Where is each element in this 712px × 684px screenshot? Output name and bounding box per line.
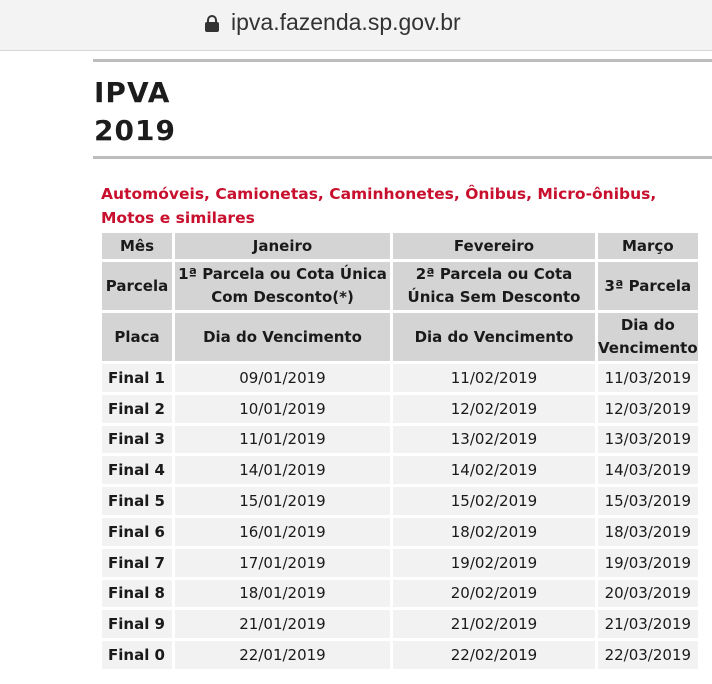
- date-cell-fev: 14/02/2019: [393, 456, 595, 484]
- placa-cell: Final 5: [102, 487, 172, 515]
- table-row: [102, 456, 698, 484]
- date-cell-fev: 19/02/2019: [393, 549, 595, 577]
- date-cell-jan: 18/01/2019: [175, 580, 390, 608]
- date-cell-fev: 12/02/2019: [393, 395, 595, 423]
- date-cell-fev: 22/02/2019: [393, 641, 595, 669]
- date-cell-fev: 13/02/2019: [393, 426, 595, 454]
- header-row-month: [102, 233, 698, 259]
- date-cell-mar: 21/03/2019: [598, 610, 698, 638]
- header-placa-label: Placa: [102, 313, 172, 361]
- date-cell-mar: 19/03/2019: [598, 549, 698, 577]
- date-cell-jan: 11/01/2019: [175, 426, 390, 454]
- date-cell-mar: 15/03/2019: [598, 487, 698, 515]
- date-cell-jan: 17/01/2019: [175, 549, 390, 577]
- date-cell-fev: 11/02/2019: [393, 364, 595, 392]
- due-date-table: [99, 230, 701, 672]
- date-cell-mar: 20/03/2019: [598, 580, 698, 608]
- url-display[interactable]: [205, 9, 461, 36]
- header-parcela-2: 2ª Parcela ou Cota Única Sem Desconto: [393, 262, 595, 310]
- date-cell-jan: 15/01/2019: [175, 487, 390, 515]
- section-title: Automóveis, Camionetas, Caminhonetes, Ônibus, Micro-ônibus, Motos e similares: [101, 185, 657, 227]
- placa-cell: Final 9: [102, 610, 172, 638]
- table-row: [102, 518, 698, 546]
- table-row: [102, 580, 698, 608]
- header-due-fev: Dia do Vencimento: [393, 313, 595, 361]
- table-row: [102, 487, 698, 515]
- date-cell-mar: 13/03/2019: [598, 426, 698, 454]
- header-due-jan: Dia do Vencimento: [175, 313, 390, 361]
- top-divider: [93, 59, 712, 62]
- lock-icon: [205, 15, 219, 33]
- date-cell-fev: 21/02/2019: [393, 610, 595, 638]
- table-row: [102, 364, 698, 392]
- placa-cell: Final 1: [102, 364, 172, 392]
- placa-cell: Final 0: [102, 641, 172, 669]
- header-parcela-3: 3ª Parcela: [598, 262, 698, 310]
- date-cell-fev: 15/02/2019: [393, 487, 595, 515]
- date-cell-mar: 22/03/2019: [598, 641, 698, 669]
- date-cell-mar: 11/03/2019: [598, 364, 698, 392]
- header-parcela-label: Parcela: [102, 262, 172, 310]
- date-cell-jan: 21/01/2019: [175, 610, 390, 638]
- header-due-mar: Dia do Vencimento: [598, 313, 698, 361]
- table-row: [102, 395, 698, 423]
- date-cell-fev: 18/02/2019: [393, 518, 595, 546]
- table-row: [102, 426, 698, 454]
- date-cell-mar: 14/03/2019: [598, 456, 698, 484]
- page-title-line2: 2019: [94, 114, 176, 147]
- placa-cell: Final 2: [102, 395, 172, 423]
- placa-cell: Final 7: [102, 549, 172, 577]
- browser-address-bar[interactable]: [0, 0, 712, 51]
- placa-cell: Final 6: [102, 518, 172, 546]
- header-parcela-1: 1ª Parcela ou Cota Única Com Desconto(*): [175, 262, 390, 310]
- placa-cell: Final 3: [102, 426, 172, 454]
- date-cell-jan: 09/01/2019: [175, 364, 390, 392]
- placa-cell: Final 8: [102, 580, 172, 608]
- page-title: [94, 74, 176, 150]
- header-month-jan: Janeiro: [175, 233, 390, 259]
- url-text: ipva.fazenda.sp.gov.br: [231, 9, 461, 35]
- table-row: [102, 549, 698, 577]
- table-row: [102, 610, 698, 638]
- date-cell-fev: 20/02/2019: [393, 580, 595, 608]
- date-cell-jan: 10/01/2019: [175, 395, 390, 423]
- date-cell-mar: 18/03/2019: [598, 518, 698, 546]
- header-row-parcela: [102, 262, 698, 310]
- title-divider: [93, 156, 712, 159]
- date-cell-jan: 16/01/2019: [175, 518, 390, 546]
- date-cell-mar: 12/03/2019: [598, 395, 698, 423]
- header-row-placa: [102, 313, 698, 361]
- placa-cell: Final 4: [102, 456, 172, 484]
- header-month-fev: Fevereiro: [393, 233, 595, 259]
- table-row: [102, 641, 698, 669]
- date-cell-jan: 22/01/2019: [175, 641, 390, 669]
- page-title-line1: IPVA: [94, 76, 171, 109]
- date-cell-jan: 14/01/2019: [175, 456, 390, 484]
- header-month-label: Mês: [102, 233, 172, 259]
- header-month-mar: Março: [598, 233, 698, 259]
